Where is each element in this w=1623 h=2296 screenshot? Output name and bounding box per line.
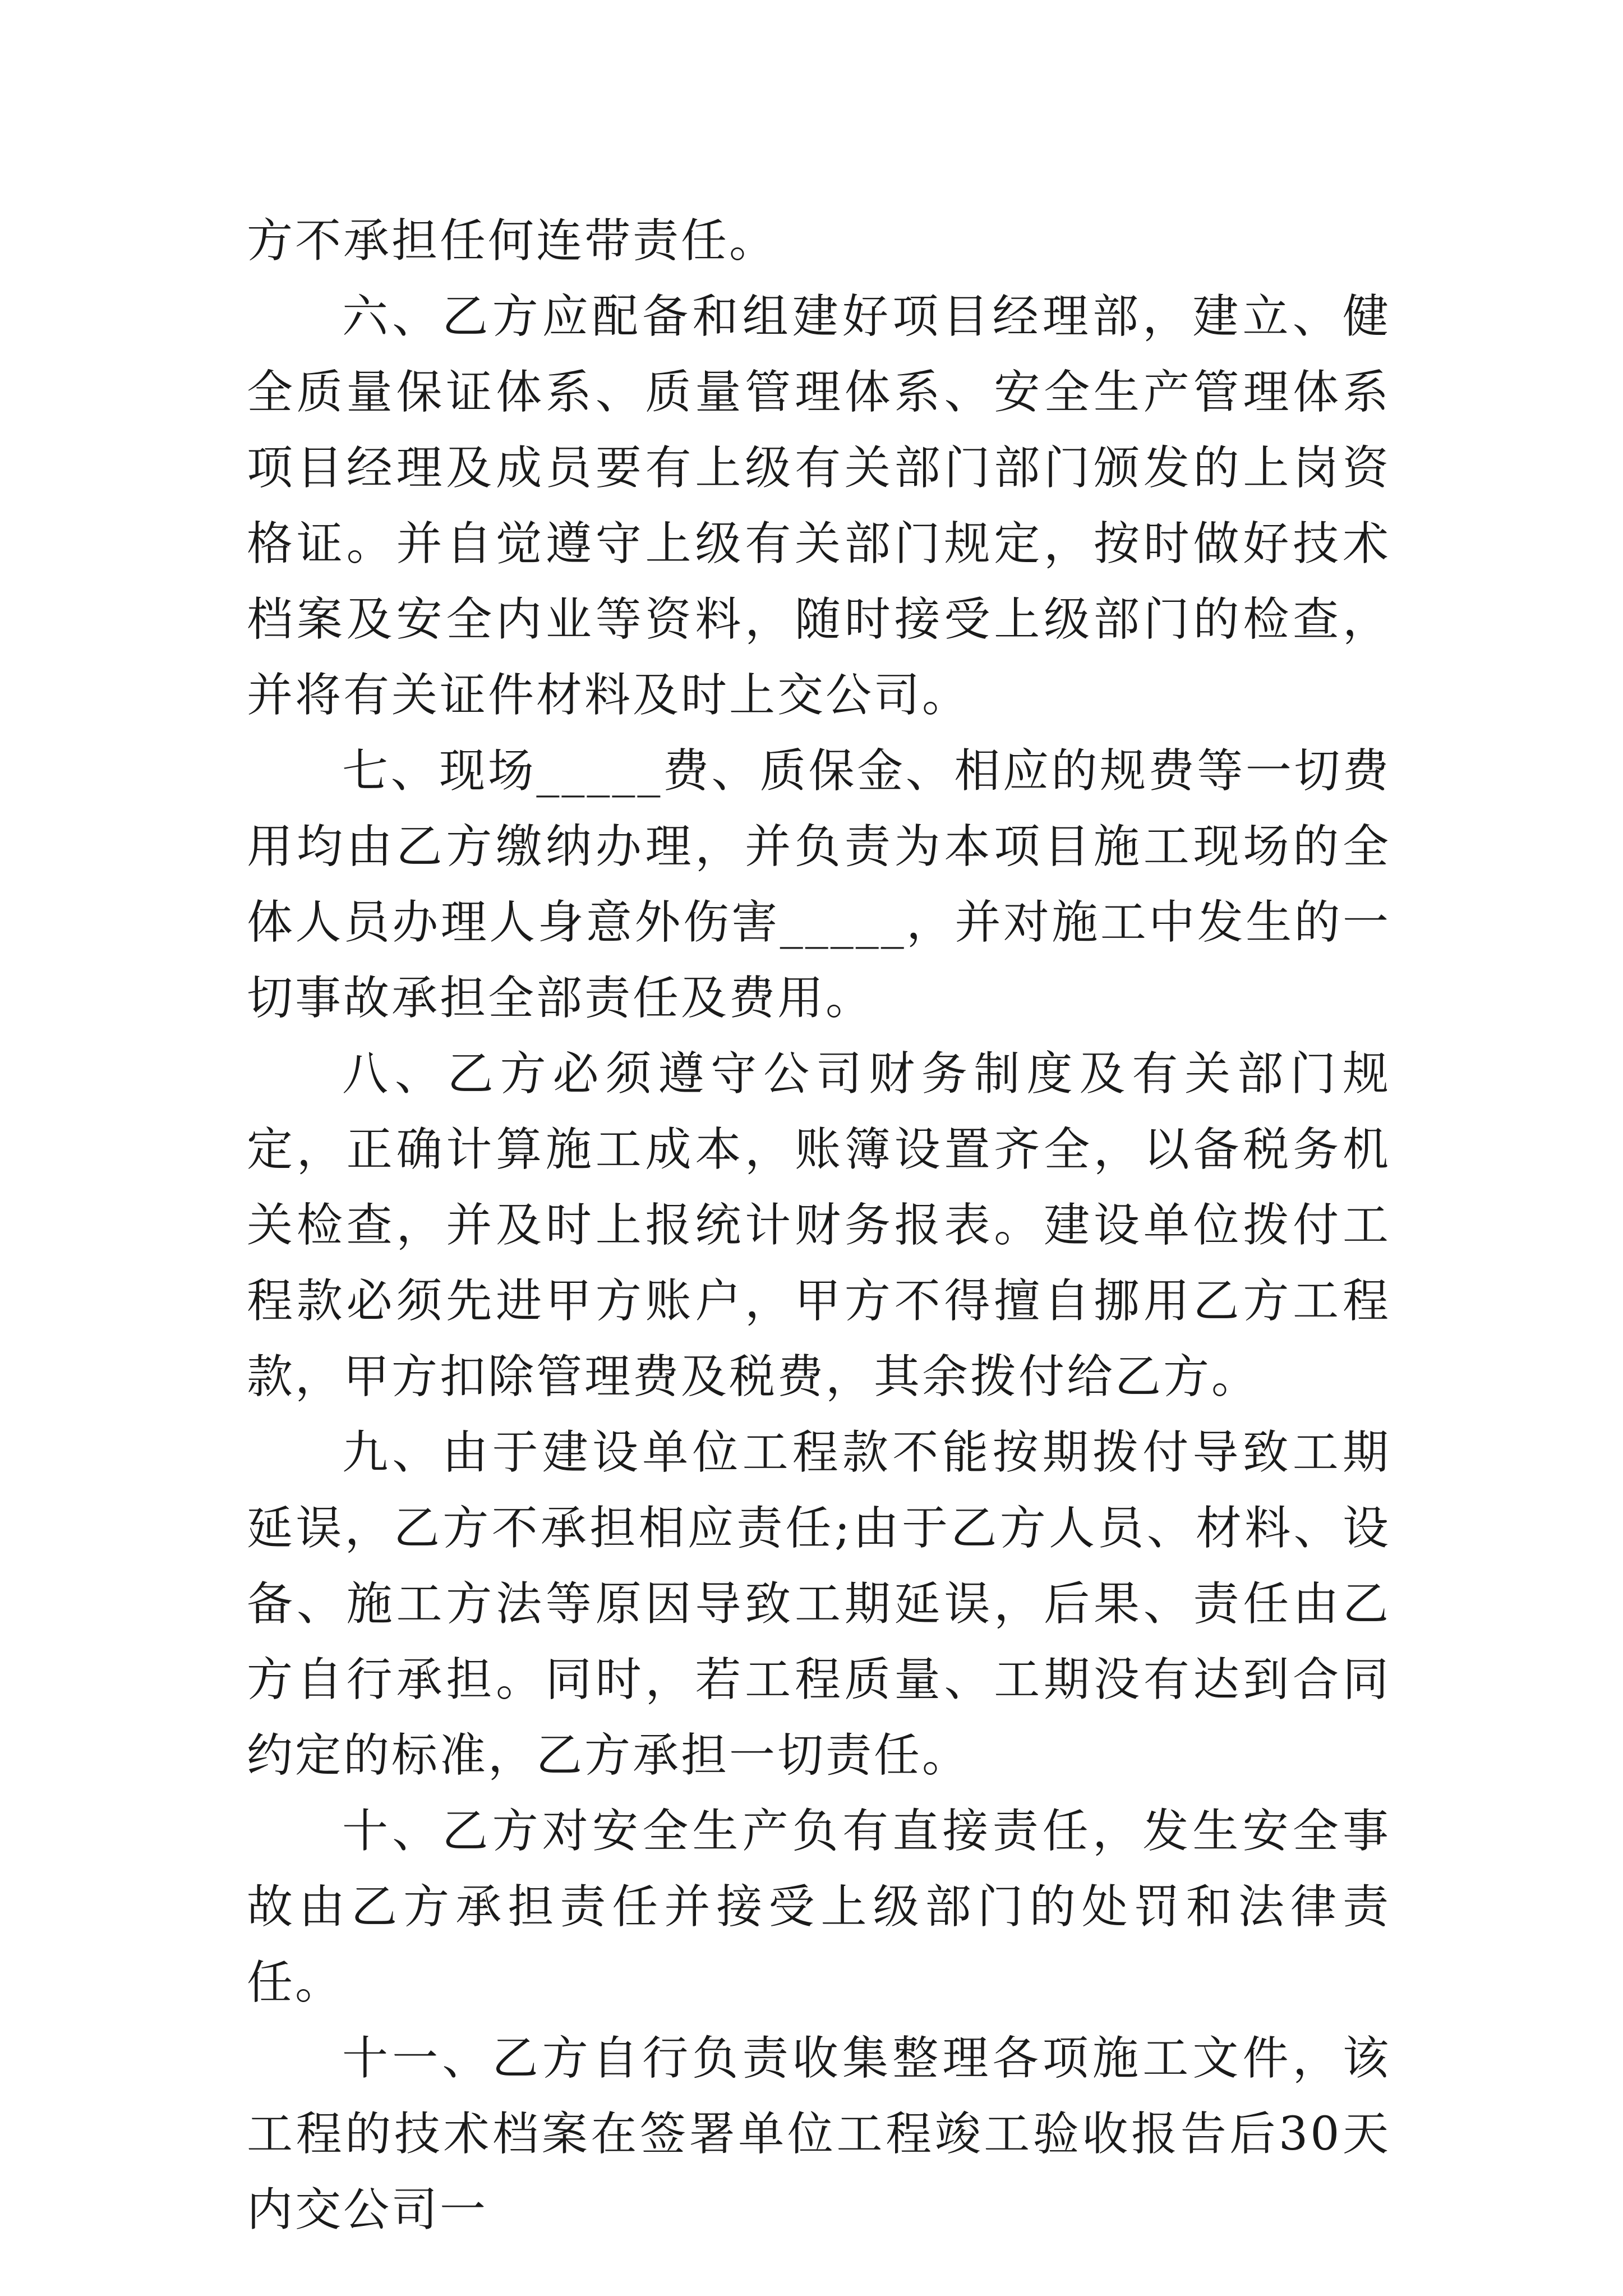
paragraph-clause-10: 十、乙方对安全生产负有直接责任，发生安全事故由乙方承担责任并接受上级部门的处罚和法律责任。 (247, 1805, 1391, 2009)
paragraph-continuation: 方不承担任何连带责任。 (247, 214, 778, 268)
document-body (247, 203, 1391, 2248)
paragraph-clause-7: 七、现场_____费、质保金、相应的规费等一切费用均由乙方缴纳办理，并负责为本项目施工现场的全体人员办理人身意外伤害_____，并对施工中发生的一切事故承担全部责任及费用。 (247, 744, 1391, 1025)
paragraph-clause-6: 六、乙方应配备和组建好项目经理部，建立、健全质量保证体系、质量管理体系、安全生产管理体系项目经理及成员要有上级有关部门部门颁发的上岗资格证。并自觉遵守上级有关部门规定，按时做好技术档案及安全内业等资料，随时接受上级部门的检查，并将有关证件材料及时上交公司。 (247, 290, 1391, 722)
paragraph-clause-9: 九、由于建设单位工程款不能按期拨付导致工期延误，乙方不承担相应责任;由于乙方人员、材料、设备、施工方法等原因导致工期延误，后果、责任由乙方自行承担。同时，若工程质量、工期没有达到合同约定的标准，乙方承担一切责任。 (247, 1426, 1391, 1782)
paragraph-clause-11: 十一、乙方自行负责收集整理各项施工文件，该工程的技术档案在签署单位工程竣工验收报告后30天内交公司一 (247, 2032, 1391, 2237)
paragraph-clause-8: 八、乙方必须遵守公司财务制度及有关部门规定，正确计算施工成本，账簿设置齐全，以备税务机关检查，并及时上报统计财务报表。建设单位拨付工程款必须先进甲方账户，甲方不得擅自挪用乙方工程款，甲方扣除管理费及税费，其余拨付给乙方。 (247, 1047, 1391, 1404)
